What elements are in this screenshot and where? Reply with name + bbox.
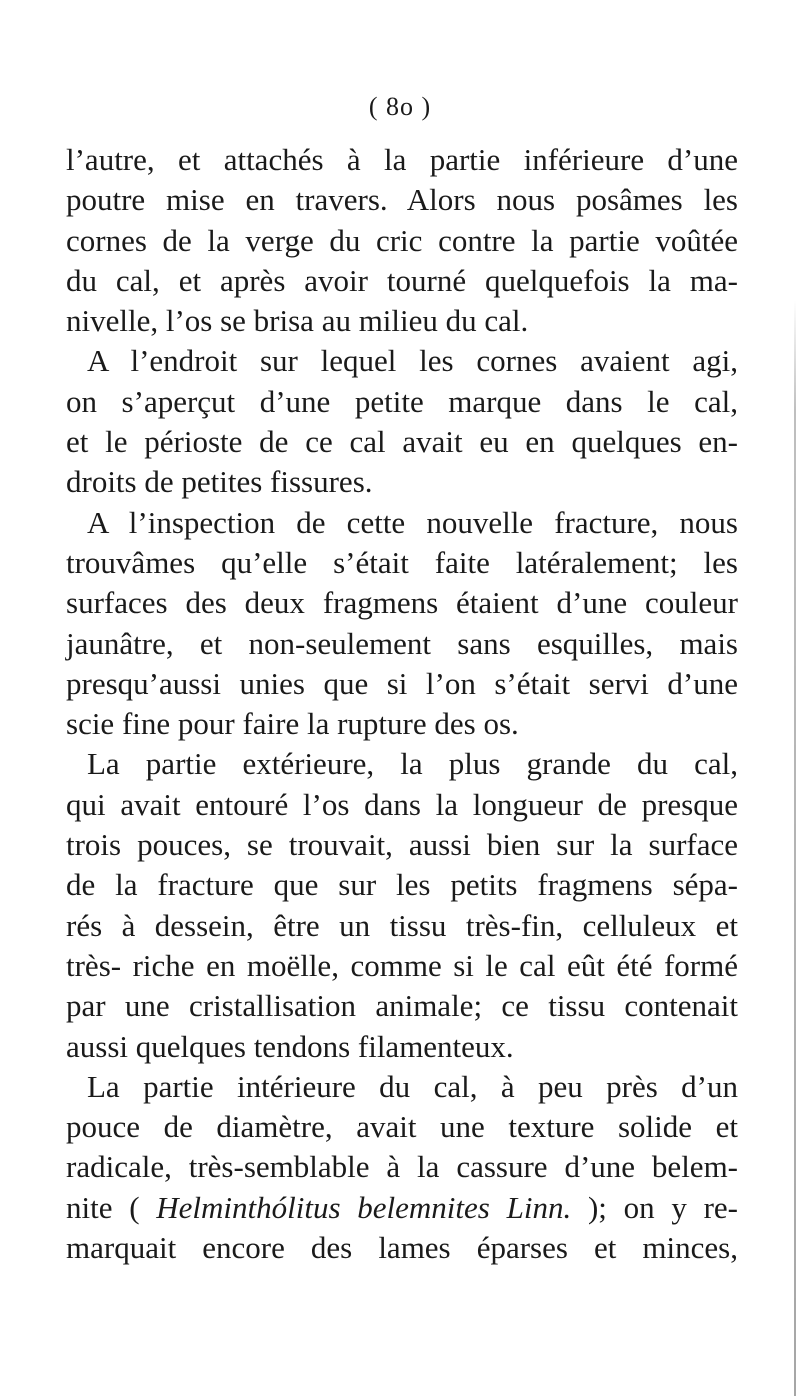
text-line: A l’endroit sur lequel les cornes avaient agi, (87, 343, 738, 379)
text-line: jaunâtre, et non-seulement sans esquilles, mais (66, 625, 738, 661)
text-line: cornes de la verge du cric contre la partie voûtée (66, 222, 738, 258)
text-line: par une cristallisation animale; ce tissu contenait (66, 988, 738, 1024)
text-line: aussi quelques tendons filamenteux. (66, 1028, 514, 1064)
text-line: rés à dessein, être un tissu très-fin, celluleux et (66, 907, 738, 943)
species-name: Helminthólitus belemnites Linn. (156, 1189, 572, 1225)
text-line: A l’inspection de cette nouvelle fracture, nous (87, 504, 738, 540)
text-line: nivelle, l’os se brisa au milieu du cal. (66, 303, 529, 339)
text-line-with-citation (66, 1188, 738, 1228)
text-line: de la fracture que sur les petits fragmens sépa- (66, 867, 738, 903)
text-line: et le périoste de ce cal avait eu en quelques en- (66, 424, 738, 460)
text-line: droits de petites fissures. (66, 464, 373, 500)
text-fragment: nite ( (66, 1189, 157, 1225)
text-line: qui avait entouré l’os dans la longueur de presque (66, 786, 738, 822)
text-line: radicale, très-semblable à la cassure d’une belem- (66, 1149, 738, 1185)
text-line: trois pouces, se trouvait, aussi bien sur la surface (66, 827, 738, 863)
text-line: poutre mise en travers. Alors nous posâmes les (66, 182, 738, 218)
text-line: du cal, et après avoir tourné quelquefois la ma- (66, 262, 738, 298)
page-number: ( 8o ) (368, 92, 432, 121)
text-line: La partie intérieure du cal, à peu près d’un (87, 1068, 738, 1104)
text-line: surfaces des deux fragmens étaient d’une couleur (66, 585, 738, 621)
text-line: pouce de diamètre, avait une texture solide et (66, 1109, 738, 1145)
text-line: marquait encore des lames éparses et minces, (66, 1230, 738, 1266)
text-line: La partie extérieure, la plus grande du cal, (87, 746, 738, 782)
text-line: trouvâmes qu’elle s’était faite latéralement; les (66, 544, 738, 580)
body-text (66, 140, 738, 1268)
page-edge-shadow (794, 300, 796, 1396)
text-line: scie fine pour faire la rupture des os. (66, 706, 519, 742)
text-fragment: ); on y re- (571, 1189, 738, 1225)
text-line: très- riche en moëlle, comme si le cal eût été formé (66, 947, 738, 983)
text-line: on s’aperçut d’une petite marque dans le cal, (66, 383, 738, 419)
text-line: l’autre, et attachés à la partie inférieure d’une (66, 142, 738, 177)
text-line: presqu’aussi unies que si l’on s’était servi d’une (66, 665, 738, 701)
